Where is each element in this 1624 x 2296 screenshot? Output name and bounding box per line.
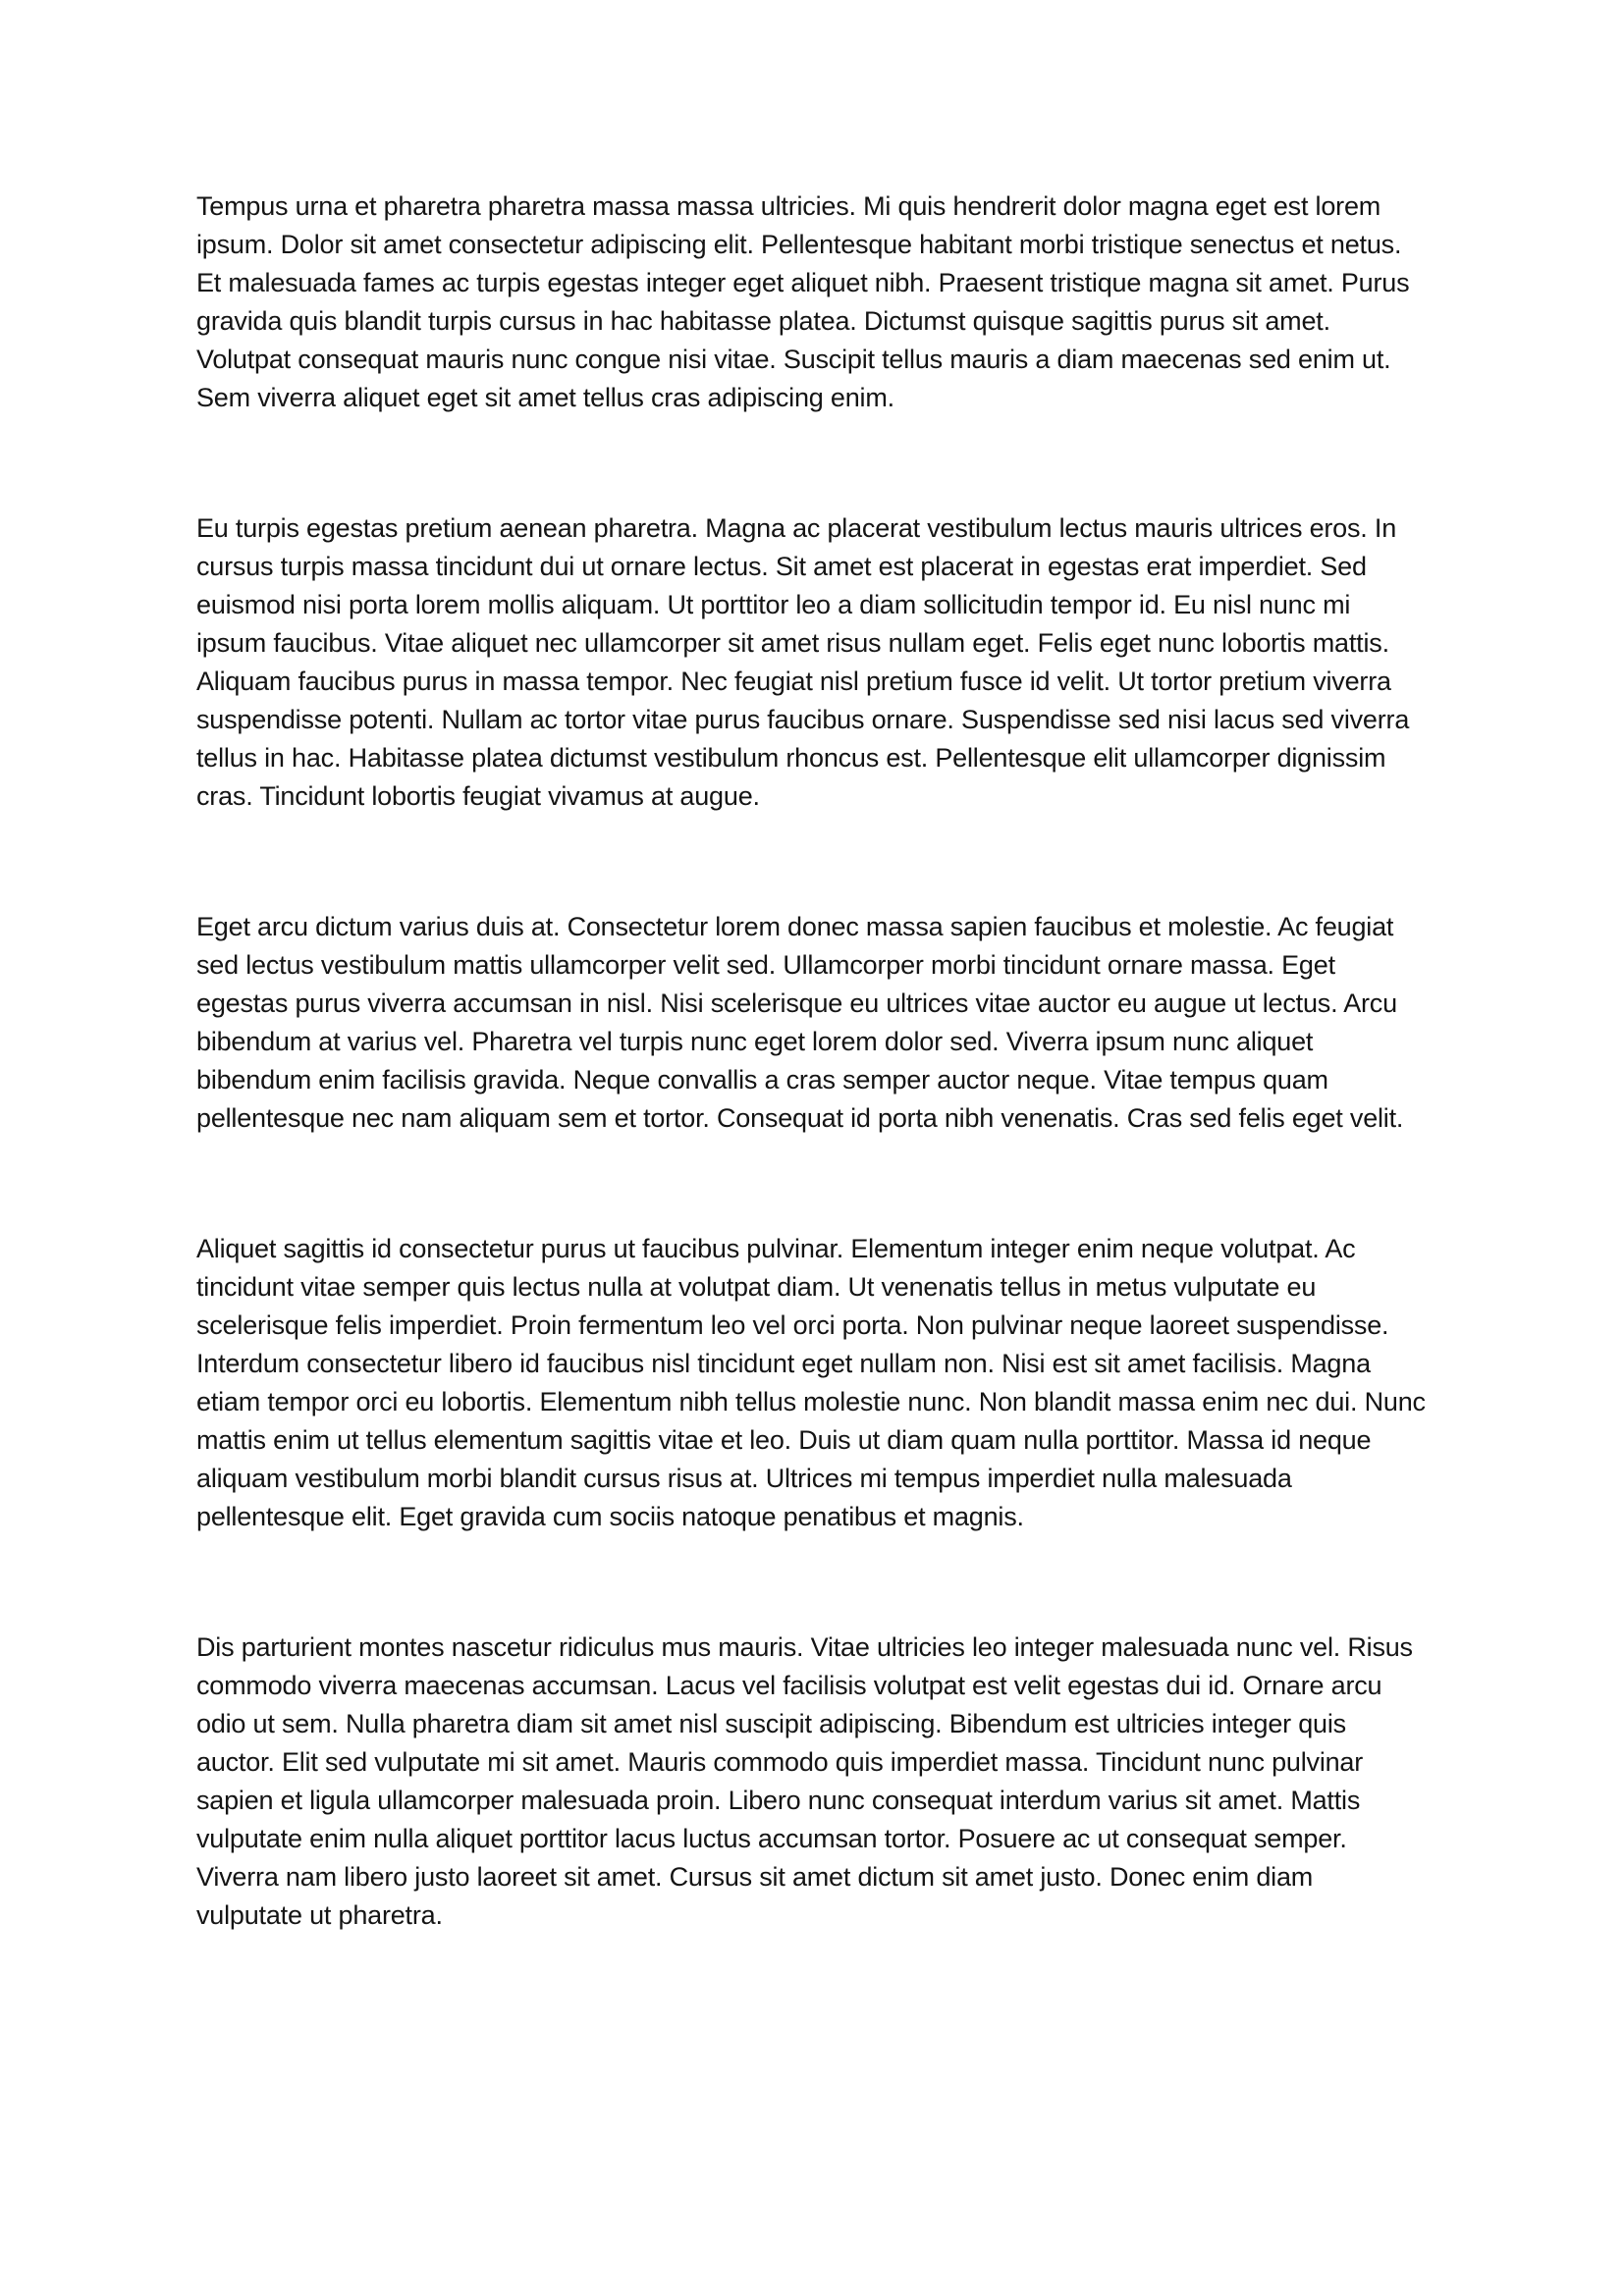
paragraph-5: Dis parturient montes nascetur ridiculus mus mauris. Vitae ultricies leo integer malesuada nunc vel. Risus commodo viverra maecenas accumsan. Lacus vel facilisis volutpat est velit egestas dui id. Ornare arcu odio ut sem. Nulla pharetra diam sit amet nisl suscipit adipiscing. Bibendum est ultricies integer quis auctor. Elit sed vulputate mi sit amet. Mauris commodo quis imperdiet massa. Tincidunt nunc pulvinar sapien et ligula ullamcorper malesuada proin. Libero nunc consequat interdum varius sit amet. Mattis vulputate enim nulla aliquet porttitor lacus luctus accumsan tortor. Posuere ac ut consequat semper. Viverra nam libero justo laoreet sit amet. Cursus sit amet dictum sit amet justo. Donec enim diam vulputate ut pharetra. <box>196 1632 1413 1930</box>
paragraph-1: Tempus urna et pharetra pharetra massa massa ultricies. Mi quis hendrerit dolor magna eget est lorem ipsum. Dolor sit amet consectetur adipiscing elit. Pellentesque habitant morbi tristique senectus et netus. Et malesuada fames ac turpis egestas integer eget aliquet nibh. Praesent tristique magna sit amet. Purus gravida quis blandit turpis cursus in hac habitasse platea. Dictumst quisque sagittis purus sit amet. Volutpat consequat mauris nunc congue nisi vitae. Suscipit tellus mauris a diam maecenas sed enim ut. Sem viverra aliquet eget sit amet tellus cras adipiscing enim. <box>196 191 1410 412</box>
document-body-text <box>196 187 1426 1935</box>
paragraph-3: Eget arcu dictum varius duis at. Consectetur lorem donec massa sapien faucibus et molestie. Ac feugiat sed lectus vestibulum mattis ullamcorper velit sed. Ullamcorper morbi tincidunt ornare massa. Eget egestas purus viverra accumsan in nisl. Nisi scelerisque eu ultrices vitae auctor eu augue ut lectus. Arcu bibendum at varius vel. Pharetra vel turpis nunc eget lorem dolor sed. Viverra ipsum nunc aliquet bibendum enim facilisis gravida. Neque convallis a cras semper auctor neque. Vitae tempus quam pellentesque nec nam aliquam sem et tortor. Consequat id porta nibh venenatis. Cras sed felis eget velit. <box>196 912 1404 1133</box>
paragraph-4: Aliquet sagittis id consectetur purus ut faucibus pulvinar. Elementum integer enim neque volutpat. Ac tincidunt vitae semper quis lectus nulla at volutpat diam. Ut venenatis tellus in metus vulputate eu scelerisque felis imperdiet. Proin fermentum leo vel orci porta. Non pulvinar neque laoreet suspendisse. Interdum consectetur libero id faucibus nisl tincidunt eget nullam non. Nisi est sit amet facilisis. Magna etiam tempor orci eu lobortis. Elementum nibh tellus molestie nunc. Non blandit massa enim nec dui. Nunc mattis enim ut tellus elementum sagittis vitae et leo. Duis ut diam quam nulla porttitor. Massa id neque aliquam vestibulum morbi blandit cursus risus at. Ultrices mi tempus imperdiet nulla malesuada pellentesque elit. Eget gravida cum sociis natoque penatibus et magnis. <box>196 1234 1426 1531</box>
paragraph-2: Eu turpis egestas pretium aenean pharetra. Magna ac placerat vestibulum lectus mauris ultrices eros. In cursus turpis massa tincidunt dui ut ornare lectus. Sit amet est placerat in egestas erat imperdiet. Sed euismod nisi porta lorem mollis aliquam. Ut porttitor leo a diam sollicitudin tempor id. Eu nisl nunc mi ipsum faucibus. Vitae aliquet nec ullamcorper sit amet risus nullam eget. Felis eget nunc lobortis mattis. Aliquam faucibus purus in massa tempor. Nec feugiat nisl pretium fusce id velit. Ut tortor pretium viverra suspendisse potenti. Nullam ac tortor vitae purus faucibus ornare. Suspendisse sed nisi lacus sed viverra tellus in hac. Habitasse platea dictumst vestibulum rhoncus est. Pellentesque elit ullamcorper dignissim cras. Tincidunt lobortis feugiat vivamus at augue. <box>196 513 1410 811</box>
